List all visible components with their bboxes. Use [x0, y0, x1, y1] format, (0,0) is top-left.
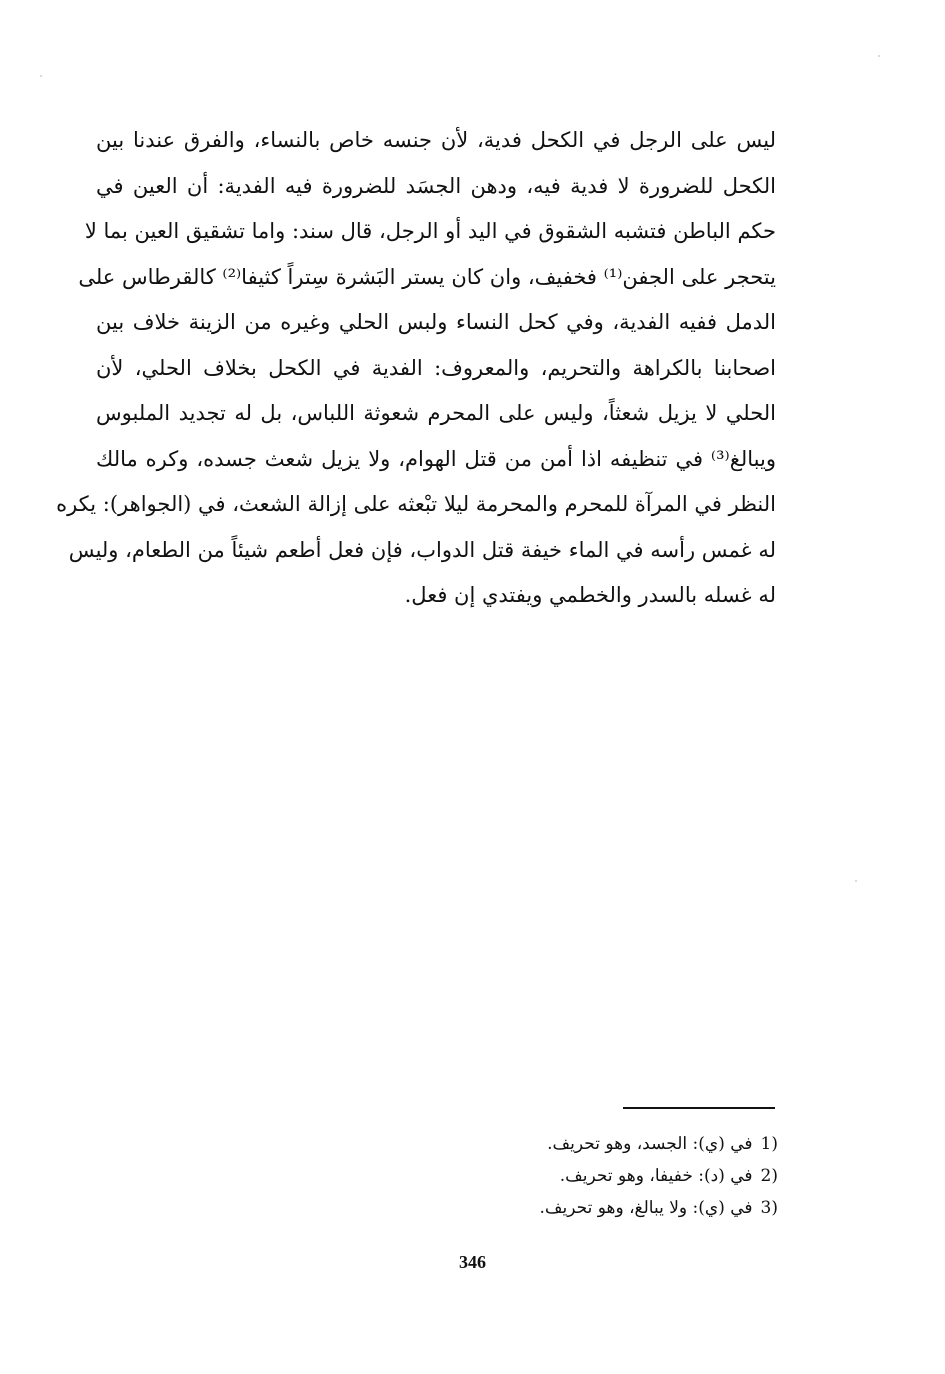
footnotes-list [420, 1128, 778, 1224]
text-line: النظر في المرآة للمحرم والمحرمة ليلا تبْعثه على إزالة الشعث، في (الجواهر): يكره [56, 492, 776, 516]
text-line: الحلي لا يزيل شعثاً، وليس على المحرم شعوثة اللباس، بل له تجديد الملبوس [96, 401, 776, 425]
scan-speck [40, 75, 42, 77]
text-line: له غمس رأسه في الماء خيفة قتل الدواب، فإن فعل أطعم شيئاً من الطعام، وليس [68, 537, 776, 562]
text-line: ويبالغ⁽³⁾ في تنظيفه اذا أمن من قتل الهوام، ولا يزيل شعث جسده، وكره مالك [96, 446, 776, 471]
text-line: حكم الباطن فتشبه الشقوق في اليد أو الرجل، قال سند: واما تشقيق العين بما لا [84, 219, 776, 243]
text-line: ليس على الرجل في الكحل فدية، لأن جنسه خاص بالنساء، والفرق عندنا بين [96, 128, 776, 152]
scan-speck [878, 55, 880, 57]
footnote-text: في (ي): الجسد، وهو تحريف. [547, 1134, 753, 1154]
text-line: اصحابنا بالكراهة والتحريم، والمعروف: الفدية في الكحل بخلاف الحلي، لأن [96, 355, 776, 380]
footnote-item [420, 1160, 778, 1192]
text-line: الكحل للضرورة لا فدية فيه، ودهن الجسَد للضرورة فيه الفدية: أن العين في [96, 173, 776, 198]
main-text-block [56, 118, 776, 619]
text-line: الدمل ففيه الفدية، وفي كحل النساء ولبس الحلي وغيره من الزينة خلاف بين [96, 310, 776, 334]
footnote-separator [623, 1107, 775, 1109]
footnote-number: 2) [760, 1166, 778, 1186]
page-number: 346 [459, 1252, 486, 1272]
scan-speck [855, 880, 857, 882]
footnote-text: في (د): خفيفا، وهو تحريف. [559, 1166, 753, 1186]
footnote-number: 1) [760, 1134, 778, 1154]
text-line: له غسله بالسدر والخطمي ويفتدي إن فعل. [404, 583, 776, 607]
footnote-text: في (ي): ولا يبالغ، وهو تحريف. [539, 1198, 753, 1218]
text-line: يتحجر على الجفن⁽¹⁾ فخفيف، وان كان يستر البَشرة سِتراً كثيفا⁽²⁾ كالقرطاس على [78, 264, 776, 289]
footnote-item [420, 1128, 778, 1160]
footnote-item [420, 1192, 778, 1224]
footnote-number: 3) [760, 1198, 778, 1218]
